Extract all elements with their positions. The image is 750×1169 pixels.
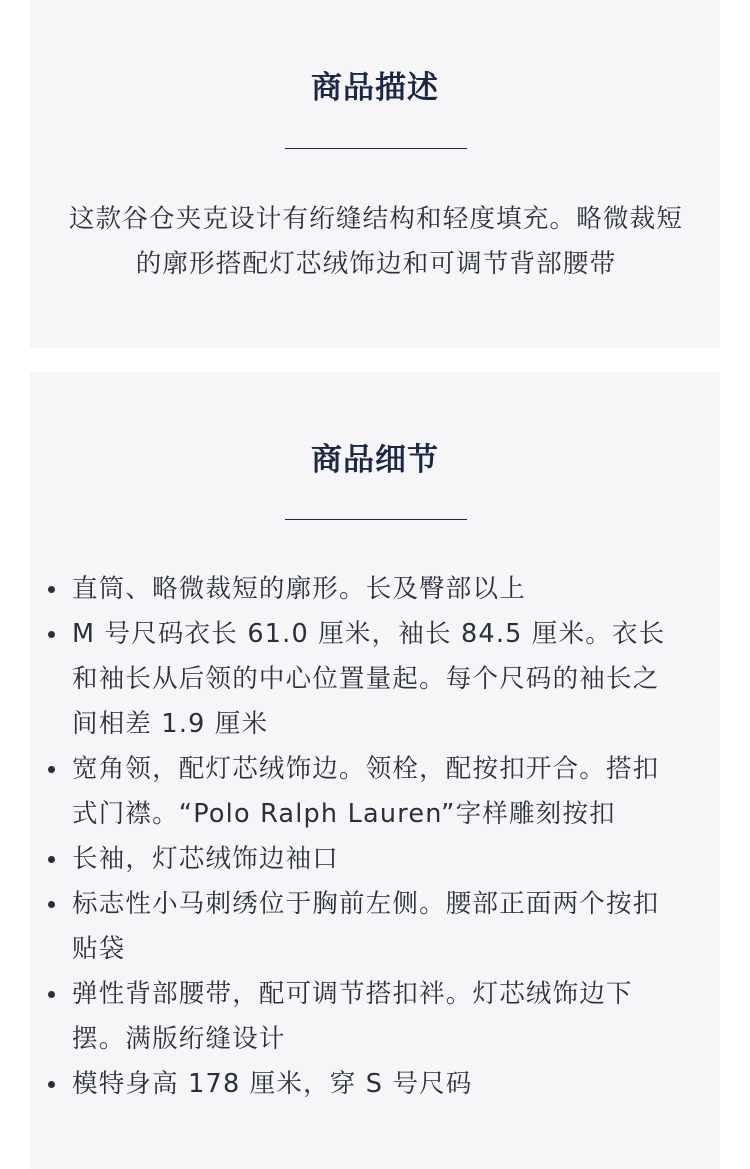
list-item [72, 837, 684, 882]
bullet-icon [48, 901, 55, 908]
list-item [72, 612, 684, 747]
product-details-card [30, 372, 720, 1169]
list-item-text: M 号尺码衣长 61.0 厘米，袖长 84.5 厘米。衣长和袖长从后领的中心位置量起。每个尺码的袖长之间相差 1.9 厘米 [72, 619, 666, 739]
list-item-text: 直筒、略微裁短的廓形。长及臀部以上 [72, 574, 526, 604]
bullet-icon [48, 631, 55, 638]
product-description-text: 这款谷仓夹克设计有绗缝结构和轻度填充。略微裁短的廓形搭配灯芯绒饰边和可调节背部腰带 [68, 204, 684, 279]
list-item-text: 长袖，灯芯绒饰边袖口 [72, 844, 340, 874]
list-item-text: 模特身高 178 厘米，穿 S 号尺码 [72, 1069, 473, 1099]
list-item-text: 弹性背部腰带，配可调节搭扣袢。灯芯绒饰边下摆。满版绗缝设计 [72, 979, 633, 1054]
title-divider [285, 148, 467, 149]
list-item [72, 747, 684, 837]
list-item-text: 宽角领，配灯芯绒饰边。领栓，配按扣开合。搭扣式门襟。“Polo Ralph Lauren”字样雕刻按扣 [72, 754, 660, 829]
list-item [72, 1062, 684, 1107]
title-divider [285, 519, 467, 520]
bullet-icon [48, 586, 55, 593]
bullet-icon [48, 766, 55, 773]
product-description-card [30, 0, 720, 348]
list-item [72, 567, 684, 612]
list-item-text: 标志性小马刺绣位于胸前左侧。腰部正面两个按扣贴袋 [72, 889, 660, 964]
product-details-list [72, 567, 684, 1107]
product-details-title: 商品细节 [311, 442, 439, 478]
bullet-icon [48, 991, 55, 998]
product-description-title: 商品描述 [311, 70, 439, 106]
bullet-icon [48, 856, 55, 863]
bullet-icon [48, 1081, 55, 1088]
list-item [72, 882, 684, 972]
list-item [72, 972, 684, 1062]
